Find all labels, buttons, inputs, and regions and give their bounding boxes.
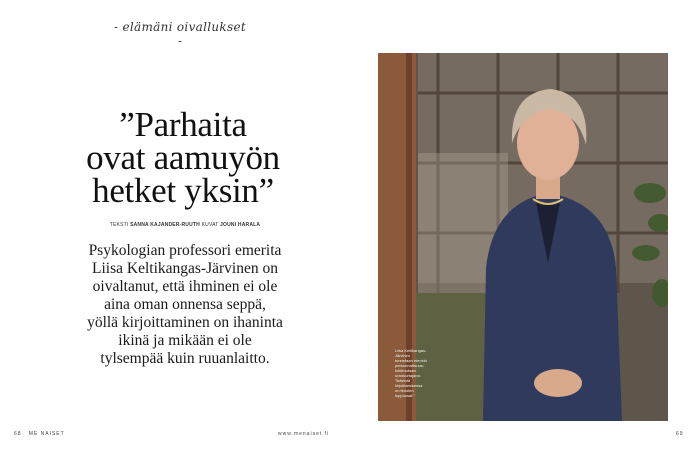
headline-line: hetket yksin” — [92, 171, 274, 210]
caption-line: loppuosat.” — [395, 393, 415, 398]
byline-photo-author: JOUNI HARALA — [220, 222, 261, 228]
left-page-number: 68 — [14, 431, 22, 437]
photo-caption — [395, 348, 441, 398]
caption-line: tunnetaan etenkin — [395, 358, 427, 363]
byline-text-author: SANNA KAJANDER-RUUTH — [130, 222, 200, 228]
caption-line: persoonallisuus- — [395, 363, 425, 368]
lede-line: oivaltanut, että ihminen ei ole — [92, 278, 278, 295]
headline-line: ovat aamuyön — [86, 138, 280, 177]
headline-line: ”Parhaita — [119, 105, 247, 144]
byline — [60, 222, 310, 228]
lede-line: aina oman onnensa seppä, — [104, 296, 266, 313]
left-folio — [14, 431, 65, 437]
caption-line: tutkimuksen — [395, 368, 417, 373]
caption-line: kirjoittamisessa — [395, 383, 423, 388]
caption-line: Liisa Keltikangas- — [395, 348, 427, 353]
caption-line: uranuurtajana. — [395, 373, 421, 378]
headline — [58, 105, 308, 210]
caption-line: on teosten — [395, 388, 414, 393]
byline-photo-label: KUVAT — [201, 222, 219, 228]
right-page-number: 69 — [676, 431, 684, 437]
caption-line: Järvinen — [395, 353, 411, 358]
lede-line: tylsempää kuin ruuanlaitto. — [100, 350, 270, 367]
caption-line: ”Ikävintä — [395, 378, 411, 383]
lede-line: ikinä ja mikään ei ole — [118, 332, 252, 349]
section-tag: - elämäni oivallukset - — [114, 20, 246, 48]
lede-line: Liisa Keltikangas-Järvinen on — [92, 260, 278, 277]
footer-url: www.menaiset.fi — [278, 431, 330, 437]
byline-text-label: TEKSTI — [109, 222, 129, 228]
lede-line: Psykologian professori emerita — [88, 242, 282, 259]
left-brand: ME NAISET — [28, 431, 65, 437]
lede-line: yöllä kirjoittaminen on ihaninta — [87, 314, 283, 331]
lede-paragraph — [60, 242, 310, 368]
